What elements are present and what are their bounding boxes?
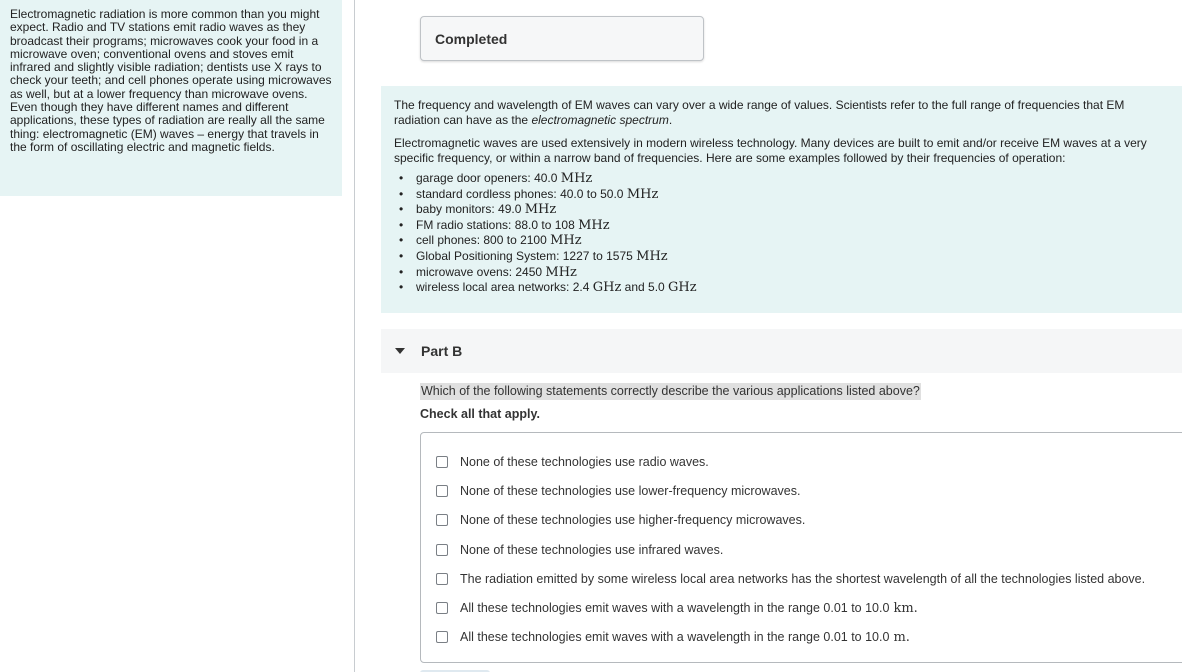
checkbox[interactable]: [436, 456, 448, 468]
frequency-item: • baby monitors: 49.0 MHz: [416, 202, 1168, 218]
checkbox[interactable]: [436, 573, 448, 585]
frequency-item: • microwave ovens: 2450 MHz: [416, 265, 1168, 281]
option-row[interactable]: None of these technologies use lower-frequency microwaves.: [421, 476, 1182, 505]
instruction-text: Check all that apply.: [420, 407, 540, 421]
column-divider: [354, 0, 355, 672]
emphasis-term: electromagnetic spectrum: [531, 112, 669, 127]
frequency-item: • standard cordless phones: 40.0 to 50.0 MHz: [416, 187, 1168, 203]
option-row[interactable]: All these technologies emit waves with a wavelength in the range 0.01 to 10.0 km.: [421, 593, 1182, 622]
part-b-title: Part B: [421, 343, 463, 359]
part-a-completed-button[interactable]: [420, 16, 704, 61]
caret-down-icon: [395, 348, 405, 354]
option-row[interactable]: None of these technologies use infrared waves.: [421, 535, 1182, 564]
frequency-item: • garage door openers: 40.0 MHz: [416, 171, 1168, 187]
frequency-item: • cell phones: 800 to 2100 MHz: [416, 233, 1168, 249]
part-b-header[interactable]: [381, 329, 1182, 373]
frequency-item: • wireless local area networks: 2.4 GHz and 5.0 GHz: [416, 280, 1168, 296]
frequency-item: • Global Positioning System: 1227 to 1575 MHz: [416, 249, 1168, 265]
answer-options: [420, 432, 1182, 663]
checkbox[interactable]: [436, 514, 448, 526]
option-row[interactable]: All these technologies emit waves with a wavelength in the range 0.01 to 10.0 m.: [421, 623, 1182, 652]
checkbox[interactable]: [436, 485, 448, 497]
checkbox[interactable]: [436, 631, 448, 643]
option-row[interactable]: The radiation emitted by some wireless local area networks has the shortest wavelength of all the technologies listed above.: [421, 564, 1182, 593]
intro-panel: [0, 0, 342, 196]
info-paragraph-1: The frequency and wavelength of EM waves can vary over a wide range of values. Scientists refer to the full range of frequencies that EM radiation can have as the electromagnetic spectrum.: [394, 98, 1125, 127]
question-text: Which of the following statements correctly describe the various applications listed above?: [421, 384, 920, 398]
option-row[interactable]: None of these technologies use radio waves.: [421, 447, 1182, 476]
completed-label: Completed: [435, 31, 508, 47]
frequency-item: • FM radio stations: 88.0 to 108 MHz: [416, 218, 1168, 234]
option-row[interactable]: None of these technologies use higher-frequency microwaves.: [421, 506, 1182, 535]
info-paragraph-2: Electromagnetic waves are used extensively in modern wireless technology. Many devices are built to emit and/or receive EM waves at a very specific frequency, or within a narrow band of frequencies. Here are some examples followed by their frequencies of operation:: [394, 136, 1147, 165]
frequency-list: [394, 171, 1168, 296]
checkbox[interactable]: [436, 544, 448, 556]
intro-text: Electromagnetic radiation is more common than you might expect. Radio and TV stations emit radio waves as they broadcast their programs; microwaves cook your food in a microwave oven; conventional ovens and stoves emit infrared and slightly visible radiation; dentists use X rays to check your teeth; and cell phones operate using microwaves as well, but at a lower frequency than microwave ovens. Even though they have different names and different applications, these types of radiation are really all the same thing: electromagnetic (EM) waves – energy that travels in the form of oscillating electric and magnetic fields.: [10, 7, 332, 154]
checkbox[interactable]: [436, 602, 448, 614]
info-box: [381, 86, 1182, 313]
